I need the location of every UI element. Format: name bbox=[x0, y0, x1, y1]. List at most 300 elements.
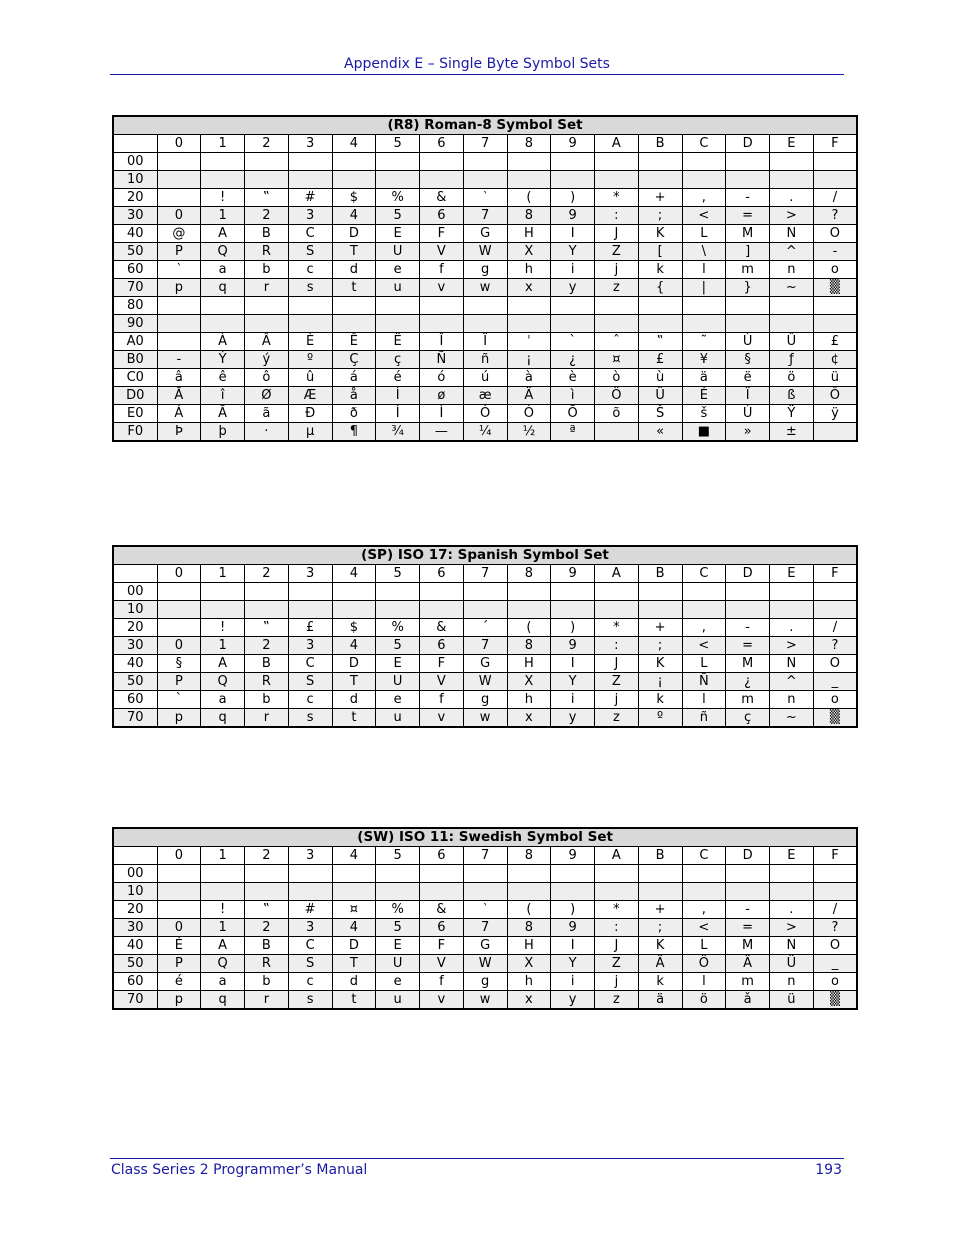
symbol-cell: ! bbox=[201, 901, 245, 919]
symbol-cell: n bbox=[770, 261, 814, 279]
symbol-cell: , bbox=[682, 189, 726, 207]
table-row bbox=[113, 991, 857, 1010]
symbol-cell: N bbox=[770, 225, 814, 243]
symbol-cell: O bbox=[813, 937, 857, 955]
symbol-cell bbox=[201, 315, 245, 333]
row-label: 00 bbox=[113, 153, 157, 171]
symbol-cell: S bbox=[288, 673, 332, 691]
symbol-cell: > bbox=[770, 637, 814, 655]
symbol-cell: ? bbox=[813, 919, 857, 937]
symbol-cell: 9 bbox=[551, 207, 595, 225]
symbol-cell bbox=[376, 865, 420, 883]
symbol-cell: % bbox=[376, 619, 420, 637]
symbol-cell bbox=[288, 865, 332, 883]
symbol-cell: s bbox=[288, 279, 332, 297]
symbol-cell: t bbox=[332, 709, 376, 728]
symbol-cell: d bbox=[332, 691, 376, 709]
symbol-cell: ‟ bbox=[245, 901, 289, 919]
table-row bbox=[113, 919, 857, 937]
column-header: 2 bbox=[245, 565, 289, 583]
symbol-cell bbox=[420, 153, 464, 171]
symbol-cell: - bbox=[726, 619, 770, 637]
symbol-cell: k bbox=[638, 691, 682, 709]
symbol-cell: I bbox=[551, 655, 595, 673]
symbol-cell bbox=[770, 601, 814, 619]
symbol-cell: P bbox=[157, 673, 201, 691]
symbol-cell: 7 bbox=[463, 919, 507, 937]
symbol-cell bbox=[595, 865, 639, 883]
table-row bbox=[113, 153, 857, 171]
symbol-cell: G bbox=[463, 937, 507, 955]
symbol-cell bbox=[770, 171, 814, 189]
symbol-cell: Z bbox=[595, 673, 639, 691]
column-header: 3 bbox=[288, 847, 332, 865]
symbol-cell: K bbox=[638, 937, 682, 955]
symbol-cell: e bbox=[376, 691, 420, 709]
symbol-cell: q bbox=[201, 991, 245, 1010]
column-header: 8 bbox=[507, 565, 551, 583]
symbol-cell: ä bbox=[638, 991, 682, 1010]
symbol-cell: y bbox=[551, 279, 595, 297]
symbol-cell: ¶ bbox=[332, 423, 376, 442]
column-header: 5 bbox=[376, 847, 420, 865]
symbol-cell: & bbox=[420, 189, 464, 207]
symbol-cell: & bbox=[420, 901, 464, 919]
symbol-cell: D bbox=[332, 655, 376, 673]
symbol-cell: ▒ bbox=[813, 279, 857, 297]
symbol-cell: ô bbox=[245, 369, 289, 387]
table-row bbox=[113, 583, 857, 601]
column-header: 6 bbox=[420, 565, 464, 583]
table-row bbox=[113, 207, 857, 225]
spanish-table bbox=[112, 545, 858, 728]
table-row bbox=[113, 297, 857, 315]
symbol-cell bbox=[157, 189, 201, 207]
symbol-cell: F bbox=[420, 225, 464, 243]
symbol-cell: d bbox=[332, 973, 376, 991]
symbol-cell bbox=[201, 171, 245, 189]
row-label: A0 bbox=[113, 333, 157, 351]
column-header: 3 bbox=[288, 565, 332, 583]
symbol-cell: ÿ bbox=[813, 405, 857, 423]
symbol-cell: ) bbox=[551, 619, 595, 637]
symbol-cell bbox=[726, 171, 770, 189]
table-row bbox=[113, 619, 857, 637]
table-row bbox=[113, 709, 857, 728]
symbol-cell: Î bbox=[420, 333, 464, 351]
column-header: A bbox=[595, 135, 639, 153]
symbol-cell: 9 bbox=[551, 637, 595, 655]
symbol-cell bbox=[463, 171, 507, 189]
symbol-cell: . bbox=[770, 901, 814, 919]
symbol-cell: K bbox=[638, 655, 682, 673]
symbol-cell bbox=[551, 583, 595, 601]
symbol-cell: ( bbox=[507, 901, 551, 919]
table-row bbox=[113, 865, 857, 883]
symbol-cell: + bbox=[638, 189, 682, 207]
symbol-cell bbox=[157, 171, 201, 189]
column-header: 5 bbox=[376, 565, 420, 583]
symbol-cell: µ bbox=[288, 423, 332, 442]
symbol-cell bbox=[245, 297, 289, 315]
symbol-cell bbox=[813, 883, 857, 901]
symbol-cell: ¿ bbox=[726, 673, 770, 691]
symbol-cell: n bbox=[770, 691, 814, 709]
footer-page-number: 193 bbox=[815, 1162, 842, 1178]
symbol-cell: [ bbox=[638, 243, 682, 261]
symbol-cell bbox=[332, 153, 376, 171]
symbol-cell: § bbox=[726, 351, 770, 369]
symbol-cell: ö bbox=[770, 369, 814, 387]
symbol-cell: - bbox=[813, 243, 857, 261]
symbol-cell: ‟ bbox=[245, 189, 289, 207]
symbol-cell bbox=[157, 601, 201, 619]
symbol-cell: £ bbox=[638, 351, 682, 369]
symbol-cell: M bbox=[726, 937, 770, 955]
column-header: 7 bbox=[463, 135, 507, 153]
symbol-cell bbox=[463, 297, 507, 315]
symbol-cell bbox=[420, 865, 464, 883]
symbol-cell: i bbox=[551, 691, 595, 709]
symbol-cell: é bbox=[157, 973, 201, 991]
symbol-cell: þ bbox=[201, 423, 245, 442]
symbol-cell: 1 bbox=[201, 207, 245, 225]
symbol-cell: / bbox=[813, 619, 857, 637]
symbol-cell bbox=[201, 153, 245, 171]
symbol-cell: 6 bbox=[420, 207, 464, 225]
table-row bbox=[113, 279, 857, 297]
row-label: 60 bbox=[113, 691, 157, 709]
row-label: 10 bbox=[113, 883, 157, 901]
symbol-cell bbox=[507, 153, 551, 171]
symbol-cell: š bbox=[682, 405, 726, 423]
symbol-cell: } bbox=[726, 279, 770, 297]
symbol-cell: O bbox=[813, 655, 857, 673]
symbol-cell: ‵ bbox=[463, 901, 507, 919]
symbol-cell: ‟ bbox=[245, 619, 289, 637]
symbol-cell: ǎ bbox=[726, 991, 770, 1010]
symbol-cell: Ï bbox=[463, 333, 507, 351]
symbol-cell: æ bbox=[463, 387, 507, 405]
symbol-cell: r bbox=[245, 991, 289, 1010]
symbol-cell: Z bbox=[595, 243, 639, 261]
symbol-cell: F bbox=[420, 655, 464, 673]
symbol-cell: + bbox=[638, 901, 682, 919]
symbol-cell: 0 bbox=[157, 637, 201, 655]
column-header: 7 bbox=[463, 847, 507, 865]
symbol-cell: ä bbox=[682, 369, 726, 387]
symbol-cell bbox=[551, 883, 595, 901]
column-header: F bbox=[813, 135, 857, 153]
symbol-cell: o bbox=[813, 691, 857, 709]
table-title: (SP) ISO 17: Spanish Symbol Set bbox=[113, 546, 857, 565]
symbol-cell: ¥ bbox=[682, 351, 726, 369]
symbol-cell: É bbox=[157, 937, 201, 955]
symbol-cell bbox=[245, 601, 289, 619]
symbol-cell: ! bbox=[201, 189, 245, 207]
symbol-cell: ñ bbox=[463, 351, 507, 369]
column-header: B bbox=[638, 135, 682, 153]
symbol-cell: 9 bbox=[551, 919, 595, 937]
symbol-cell: A bbox=[201, 225, 245, 243]
table-title: (R8) Roman-8 Symbol Set bbox=[113, 116, 857, 135]
symbol-cell bbox=[288, 171, 332, 189]
row-label: 10 bbox=[113, 601, 157, 619]
symbol-cell bbox=[595, 171, 639, 189]
symbol-cell: T bbox=[332, 673, 376, 691]
symbol-cell: W bbox=[463, 955, 507, 973]
symbol-cell: + bbox=[638, 619, 682, 637]
symbol-cell: y bbox=[551, 709, 595, 728]
symbol-cell bbox=[507, 583, 551, 601]
symbol-cell: s bbox=[288, 709, 332, 728]
symbol-cell: V bbox=[420, 243, 464, 261]
symbol-cell bbox=[638, 583, 682, 601]
symbol-cell: ç bbox=[726, 709, 770, 728]
symbol-cell: ¤ bbox=[332, 901, 376, 919]
symbol-cell bbox=[507, 297, 551, 315]
row-label: 40 bbox=[113, 655, 157, 673]
symbol-cell: H bbox=[507, 225, 551, 243]
symbol-cell: # bbox=[288, 189, 332, 207]
symbol-cell: . bbox=[770, 189, 814, 207]
symbol-cell: Á bbox=[157, 405, 201, 423]
symbol-cell bbox=[288, 315, 332, 333]
column-header: A bbox=[595, 847, 639, 865]
symbol-cell: C bbox=[288, 225, 332, 243]
symbol-cell: F bbox=[420, 937, 464, 955]
table-row bbox=[113, 243, 857, 261]
column-header: F bbox=[813, 847, 857, 865]
symbol-cell bbox=[201, 883, 245, 901]
symbol-cell: f bbox=[420, 691, 464, 709]
column-header: 5 bbox=[376, 135, 420, 153]
table-row bbox=[113, 637, 857, 655]
column-header: A bbox=[595, 565, 639, 583]
symbol-cell: ˜ bbox=[682, 333, 726, 351]
symbol-cell: c bbox=[288, 261, 332, 279]
column-header: 1 bbox=[201, 135, 245, 153]
row-label: 00 bbox=[113, 865, 157, 883]
symbol-cell bbox=[507, 601, 551, 619]
symbol-cell: Ú bbox=[726, 405, 770, 423]
symbol-cell: ; bbox=[638, 637, 682, 655]
symbol-cell: : bbox=[595, 637, 639, 655]
symbol-cell: ! bbox=[201, 619, 245, 637]
symbol-cell: N bbox=[770, 937, 814, 955]
table-row bbox=[113, 973, 857, 991]
symbol-cell: U bbox=[376, 955, 420, 973]
symbol-cell bbox=[245, 153, 289, 171]
symbol-cell: w bbox=[463, 709, 507, 728]
symbol-cell bbox=[157, 315, 201, 333]
symbol-cell: 3 bbox=[288, 637, 332, 655]
symbol-cell: R bbox=[245, 673, 289, 691]
symbol-cell: ¿ bbox=[551, 351, 595, 369]
symbol-cell: ▒ bbox=[813, 709, 857, 728]
table-row bbox=[113, 691, 857, 709]
symbol-cell: T bbox=[332, 243, 376, 261]
symbol-cell: O bbox=[813, 225, 857, 243]
symbol-cell: a bbox=[201, 261, 245, 279]
symbol-cell: S bbox=[288, 955, 332, 973]
symbol-cell: W bbox=[463, 673, 507, 691]
symbol-cell bbox=[376, 601, 420, 619]
symbol-cell: G bbox=[463, 225, 507, 243]
symbol-cell bbox=[682, 153, 726, 171]
symbol-cell bbox=[726, 315, 770, 333]
row-label: 70 bbox=[113, 709, 157, 728]
symbol-cell: ü bbox=[770, 991, 814, 1010]
symbol-cell: u bbox=[376, 709, 420, 728]
symbol-cell: ^ bbox=[770, 243, 814, 261]
symbol-cell bbox=[638, 153, 682, 171]
symbol-cell bbox=[201, 297, 245, 315]
symbol-cell: ^ bbox=[770, 673, 814, 691]
symbol-cell: < bbox=[682, 637, 726, 655]
symbol-cell bbox=[332, 601, 376, 619]
symbol-cell: v bbox=[420, 991, 464, 1010]
column-header: 9 bbox=[551, 565, 595, 583]
symbol-cell: 8 bbox=[507, 207, 551, 225]
row-label: 50 bbox=[113, 243, 157, 261]
symbol-cell: ó bbox=[420, 369, 464, 387]
symbol-cell: Ñ bbox=[682, 673, 726, 691]
symbol-cell: Ö bbox=[682, 955, 726, 973]
symbol-cell: * bbox=[595, 189, 639, 207]
symbol-cell: ü bbox=[813, 369, 857, 387]
symbol-cell: W bbox=[463, 243, 507, 261]
symbol-cell: a bbox=[201, 691, 245, 709]
symbol-cell: Q bbox=[201, 243, 245, 261]
symbol-cell bbox=[770, 315, 814, 333]
symbol-cell: Þ bbox=[157, 423, 201, 442]
symbol-cell bbox=[507, 883, 551, 901]
symbol-cell bbox=[726, 297, 770, 315]
symbol-cell: à bbox=[507, 369, 551, 387]
symbol-cell: * bbox=[595, 901, 639, 919]
footer-manual-title: Class Series 2 Programmer’s Manual bbox=[111, 1162, 368, 1178]
symbol-cell bbox=[726, 865, 770, 883]
symbol-cell: g bbox=[463, 973, 507, 991]
row-label: 60 bbox=[113, 261, 157, 279]
symbol-cell bbox=[638, 883, 682, 901]
symbol-cell: m bbox=[726, 973, 770, 991]
symbol-cell bbox=[245, 865, 289, 883]
symbol-cell: è bbox=[551, 369, 595, 387]
symbol-cell bbox=[726, 883, 770, 901]
symbol-cell: M bbox=[726, 225, 770, 243]
table-row bbox=[113, 387, 857, 405]
symbol-cell: - bbox=[726, 189, 770, 207]
symbol-cell: k bbox=[638, 261, 682, 279]
symbol-cell: 4 bbox=[332, 919, 376, 937]
symbol-cell: x bbox=[507, 991, 551, 1010]
symbol-cell: Ô bbox=[813, 387, 857, 405]
symbol-cell: \ bbox=[682, 243, 726, 261]
symbol-cell: ± bbox=[770, 423, 814, 442]
symbol-cell bbox=[157, 297, 201, 315]
symbol-cell: i bbox=[551, 261, 595, 279]
symbol-cell bbox=[157, 883, 201, 901]
column-header: C bbox=[682, 565, 726, 583]
symbol-cell: z bbox=[595, 279, 639, 297]
symbol-cell: 0 bbox=[157, 207, 201, 225]
symbol-cell bbox=[551, 297, 595, 315]
symbol-cell: ú bbox=[463, 369, 507, 387]
column-header: D bbox=[726, 565, 770, 583]
symbol-cell: o bbox=[813, 973, 857, 991]
symbol-cell: = bbox=[726, 207, 770, 225]
symbol-cell: & bbox=[420, 619, 464, 637]
symbol-cell bbox=[595, 583, 639, 601]
symbol-cell: 0 bbox=[157, 919, 201, 937]
column-header: 0 bbox=[157, 565, 201, 583]
symbol-cell: ˋ bbox=[551, 333, 595, 351]
symbol-cell: _ bbox=[813, 673, 857, 691]
symbol-cell bbox=[288, 583, 332, 601]
row-label: B0 bbox=[113, 351, 157, 369]
symbol-cell: = bbox=[726, 919, 770, 937]
symbol-cell: { bbox=[638, 279, 682, 297]
symbol-cell: C bbox=[288, 937, 332, 955]
symbol-cell: I bbox=[551, 225, 595, 243]
symbol-cell: Û bbox=[770, 333, 814, 351]
symbol-cell: b bbox=[245, 691, 289, 709]
symbol-cell: ‵ bbox=[157, 261, 201, 279]
symbol-cell: ? bbox=[813, 207, 857, 225]
row-label: 20 bbox=[113, 189, 157, 207]
symbol-cell: º bbox=[288, 351, 332, 369]
symbol-cell bbox=[813, 315, 857, 333]
symbol-cell: | bbox=[682, 279, 726, 297]
symbol-cell bbox=[813, 865, 857, 883]
symbol-cell: q bbox=[201, 709, 245, 728]
symbol-cell: p bbox=[157, 991, 201, 1010]
column-header: F bbox=[813, 565, 857, 583]
symbol-cell: Z bbox=[595, 955, 639, 973]
symbol-cell bbox=[551, 315, 595, 333]
symbol-cell bbox=[463, 883, 507, 901]
symbol-cell: U bbox=[376, 243, 420, 261]
column-header: E bbox=[770, 135, 814, 153]
symbol-cell: ½ bbox=[507, 423, 551, 442]
column-header: C bbox=[682, 135, 726, 153]
symbol-cell: N bbox=[770, 655, 814, 673]
symbol-cell: L bbox=[682, 937, 726, 955]
symbol-cell: x bbox=[507, 279, 551, 297]
symbol-cell bbox=[595, 883, 639, 901]
symbol-cell bbox=[157, 333, 201, 351]
row-label: 20 bbox=[113, 901, 157, 919]
symbol-cell bbox=[332, 171, 376, 189]
symbol-cell: < bbox=[682, 919, 726, 937]
symbol-cell: Ê bbox=[332, 333, 376, 351]
symbol-cell: ¤ bbox=[595, 351, 639, 369]
table-row bbox=[113, 655, 857, 673]
symbol-cell: ù bbox=[638, 369, 682, 387]
symbol-cell: = bbox=[726, 637, 770, 655]
symbol-cell: $ bbox=[332, 619, 376, 637]
symbol-cell: z bbox=[595, 991, 639, 1010]
symbol-cell bbox=[595, 315, 639, 333]
symbol-cell: é bbox=[376, 369, 420, 387]
symbol-cell: Ü bbox=[638, 387, 682, 405]
symbol-cell bbox=[726, 601, 770, 619]
header-rule bbox=[110, 74, 844, 75]
symbol-cell: ~ bbox=[770, 279, 814, 297]
symbol-cell: £ bbox=[288, 619, 332, 637]
